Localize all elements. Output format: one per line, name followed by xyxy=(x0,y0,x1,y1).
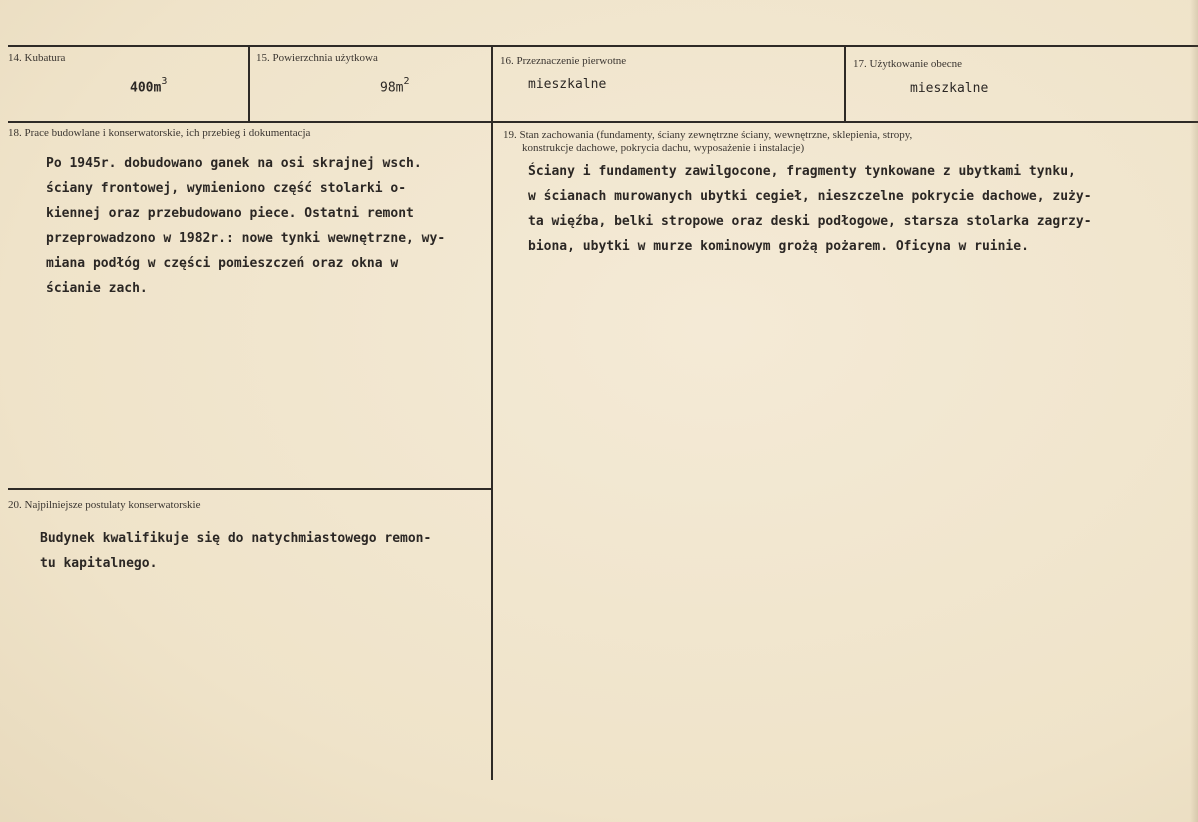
field-14-label: 14. Kubatura xyxy=(8,52,66,64)
field-20-label: 20. Najpilniejsze postulaty konserwatorskie xyxy=(8,499,201,511)
text-line: Po 1945r. dobudowano ganek na osi skrajnej wsch. xyxy=(46,156,422,171)
field-19-label-line1: 19. Stan zachowania (fundamenty, ściany zewnętrzne ściany, wewnętrzne, sklepienia, stropy, xyxy=(503,129,913,141)
text-line: ta więźba, belki stropowe oraz deski podłogowe, starsza stolarka zagrzy- xyxy=(528,214,1092,229)
row2-divider-rule xyxy=(8,488,492,490)
text-line: miana podłóg w części pomieszczeń oraz okna w xyxy=(46,256,399,271)
field-15-value: $98m^2$ xyxy=(380,76,410,96)
field-17-label: 17. Użytkowanie obecne xyxy=(853,58,963,70)
text-line: ściany frontowej, wymieniono część stolarki o- xyxy=(46,181,407,196)
text-line: Ściany i fundamenty zawilgocone, fragmenty tynkowane z ubytkami tynku, xyxy=(528,164,1076,179)
divider-15-16 xyxy=(491,46,493,780)
field-16-value: mieszkalne xyxy=(528,77,607,92)
text-line: tu kapitalnego. xyxy=(40,556,158,571)
divider-16-17 xyxy=(844,46,846,122)
field-19-text xyxy=(528,159,1092,259)
card-edge-shadow xyxy=(1190,0,1198,822)
field-19-label-line2: konstrukcje dachowe, pokrycia dachu, wyposażenie i instalacje) xyxy=(522,142,805,154)
divider-14-15 xyxy=(248,46,250,122)
text-line: ścianie zach. xyxy=(46,281,148,296)
field-18-text xyxy=(46,151,445,301)
field-18-label: 18. Prace budowlane i konserwatorskie, ich przebieg i dokumentacja xyxy=(8,127,311,139)
field-16-label: 16. Przeznaczenie pierwotne xyxy=(500,55,627,67)
top-rule xyxy=(8,45,1198,47)
text-line: Budynek kwalifikuje się do natychmiastowego remon- xyxy=(40,531,432,546)
text-line: w ścianach murowanych ubytki cegieł, nieszczelne pokrycie dachowe, zuży- xyxy=(528,189,1092,204)
field-14-value: $400m^3$ xyxy=(130,76,168,96)
field-15-label: 15. Powierzchnia użytkowa xyxy=(256,52,378,64)
text-line: przeprowadzono w 1982r.: nowe tynki wewnętrzne, wy- xyxy=(46,231,446,246)
row1-bottom-rule xyxy=(8,121,1198,123)
field-20-text xyxy=(40,526,431,576)
field-17-value: mieszkalne xyxy=(910,81,989,96)
text-line: biona, ubytki w murze kominowym grożą pożarem. Oficyna w ruinie. xyxy=(528,239,1029,254)
text-line: kiennej oraz przebudowano piece. Ostatni remont xyxy=(46,206,414,221)
